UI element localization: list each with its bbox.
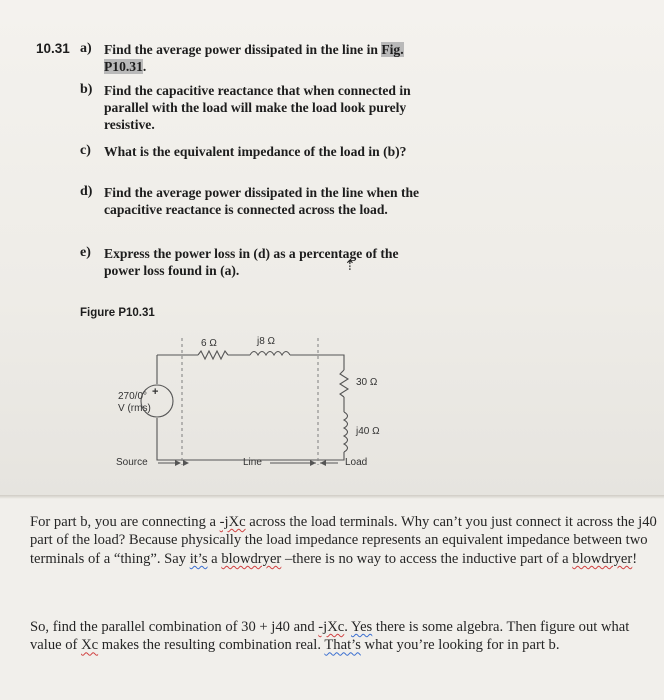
- load-resistor: [340, 370, 348, 397]
- part-c-text: What is the equivalent impedance of the load in (b)?: [104, 144, 407, 159]
- part-d-text: Find the average power dissipated in the line when the capacitive reactance is connected across the load.: [104, 185, 420, 217]
- note-1-text-a: For part b, you are connecting a: [30, 514, 220, 530]
- note-2-text-c: .: [344, 619, 351, 635]
- source-arrow-head: [175, 460, 181, 466]
- part-b-letter: b): [80, 82, 93, 97]
- bottom-wire: [157, 418, 344, 460]
- part-d-letter: d): [80, 184, 93, 199]
- part-b-text: Find the capacitive reactance that when connected in parallel with the load will make the load look purely resistive.: [104, 83, 411, 132]
- note-1-text-g: –there is no way to access the inductive part of a: [281, 550, 573, 567]
- note-2-xc: Xc: [81, 637, 99, 654]
- source-plus: +: [152, 386, 159, 398]
- line-arrow-tail: [183, 460, 189, 466]
- part-a-letter: a): [80, 41, 92, 56]
- source-unit: V (rms): [118, 403, 151, 414]
- note-1-blowdryer-1: blowdryer: [221, 550, 282, 567]
- note-1-its: it’s: [189, 550, 208, 567]
- load-inductor: [344, 412, 348, 452]
- note-2-text-g: makes the resulting combination real.: [98, 637, 325, 654]
- part-a-end: .: [142, 59, 147, 74]
- note-2-text-e: there is some algebra. Then figure out what value of: [30, 619, 630, 654]
- line-inductor: [250, 352, 290, 356]
- figure-title: Figure P10.31: [80, 307, 155, 319]
- problem-number: 10.31: [36, 41, 70, 56]
- note-1-jxc: -jXc: [219, 514, 246, 530]
- load-reactance-label: j40 Ω: [356, 426, 380, 437]
- part-e-letter: e): [80, 245, 91, 260]
- top-wire-right: [290, 355, 344, 370]
- part-a-body: Find the average power dissipated in the line in: [104, 42, 378, 57]
- note-paragraph-1: [30, 513, 660, 568]
- note-2-text-a: So, find the parallel combination of 30 + j40 and: [30, 619, 319, 635]
- source-voltage: 270/0°: [118, 391, 148, 402]
- line-resistor: [198, 351, 228, 359]
- note-2-text-i: what you’re looking for in part b.: [360, 637, 560, 654]
- note-1-text-e: a: [207, 550, 222, 567]
- note-1-blowdryer-2: blowdryer: [572, 550, 633, 567]
- load-arrow-head: [320, 460, 326, 466]
- part-c-letter: c): [80, 143, 91, 158]
- text-cursor-icon: ⇡: [344, 258, 356, 274]
- line-resistance-label: 6 Ω: [201, 338, 217, 349]
- line-reactance-label: j8 Ω: [257, 336, 276, 347]
- note-2-thats: That’s: [324, 637, 361, 654]
- part-e-text: Express the power loss in (d) as a percentage of the power loss found in (a).: [104, 246, 399, 278]
- source-label: Source: [116, 457, 148, 468]
- note-1-text-i: !: [632, 550, 638, 567]
- load-resistance-label: 30 Ω: [356, 377, 378, 388]
- note-1-text-c: across the load terminals. Why can’t you just connect it across the j40 part of the load? Because physically the load impedance represents an equivalent impedance between two terminals of a “thing”. Say: [30, 514, 657, 567]
- note-2-jxc: -jXc: [318, 619, 345, 635]
- note-2-yes: Yes: [351, 619, 373, 635]
- figure-reference: Fig. P10.31: [104, 42, 404, 74]
- load-label: Load: [345, 457, 368, 468]
- line-label: Line: [243, 457, 262, 468]
- line-arrow-head: [310, 460, 316, 466]
- note-paragraph-2: [30, 618, 660, 655]
